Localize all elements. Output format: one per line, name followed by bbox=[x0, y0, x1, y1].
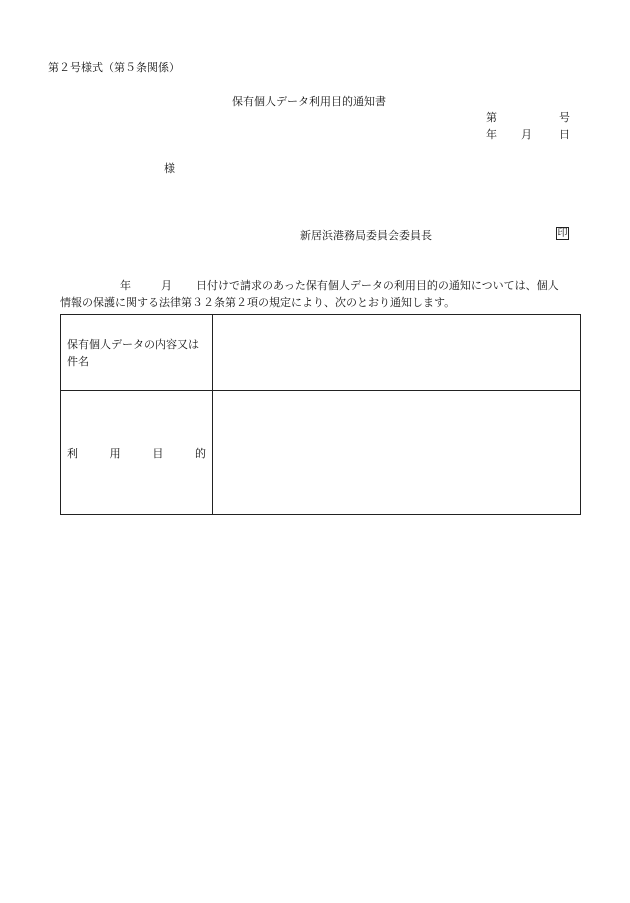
issuer-name: 新居浜港務局委員会委員長 bbox=[300, 229, 432, 242]
table-row-purpose bbox=[61, 391, 581, 515]
seal-stamp-box: 印 bbox=[557, 227, 568, 239]
label-purpose-char: 用 bbox=[109, 446, 121, 460]
label-purpose-char: 的 bbox=[194, 446, 206, 460]
label-data-content-line2: 件名 bbox=[67, 354, 89, 368]
notice-body-line2: 情報の保護に関する法律第３２条第２項の規定により、次のとおり通知します。 bbox=[60, 296, 456, 309]
date-year-label: 年 bbox=[486, 128, 497, 141]
table-row-content bbox=[61, 315, 581, 391]
body-line1-rest: 日付けで請求のあった保有個人データの利用目的の通知については、個人 bbox=[196, 279, 559, 292]
value-data-content bbox=[213, 315, 581, 391]
body-month-label: 月 bbox=[161, 279, 172, 292]
number-label-dai: 第 bbox=[486, 111, 497, 124]
notice-table bbox=[60, 314, 581, 515]
label-purpose-char: 利 bbox=[67, 446, 78, 460]
notice-body bbox=[60, 277, 590, 311]
document-title: 保有個人データ利用目的通知書 bbox=[232, 95, 386, 108]
notice-body-line1 bbox=[60, 277, 590, 294]
body-year-label: 年 bbox=[120, 279, 131, 292]
date-day-label: 日 bbox=[559, 128, 570, 141]
form-number: 第２号様式（第５条関係） bbox=[48, 61, 180, 74]
label-purpose-char: 目 bbox=[152, 446, 164, 460]
value-purpose bbox=[213, 391, 581, 515]
addressee-suffix: 様 bbox=[164, 162, 175, 175]
label-data-content-line1: 保有個人データの内容又は bbox=[67, 337, 199, 351]
number-label-go: 号 bbox=[559, 111, 570, 124]
date-month-label: 月 bbox=[521, 128, 532, 141]
label-purpose bbox=[61, 391, 213, 515]
label-data-content bbox=[61, 315, 213, 391]
